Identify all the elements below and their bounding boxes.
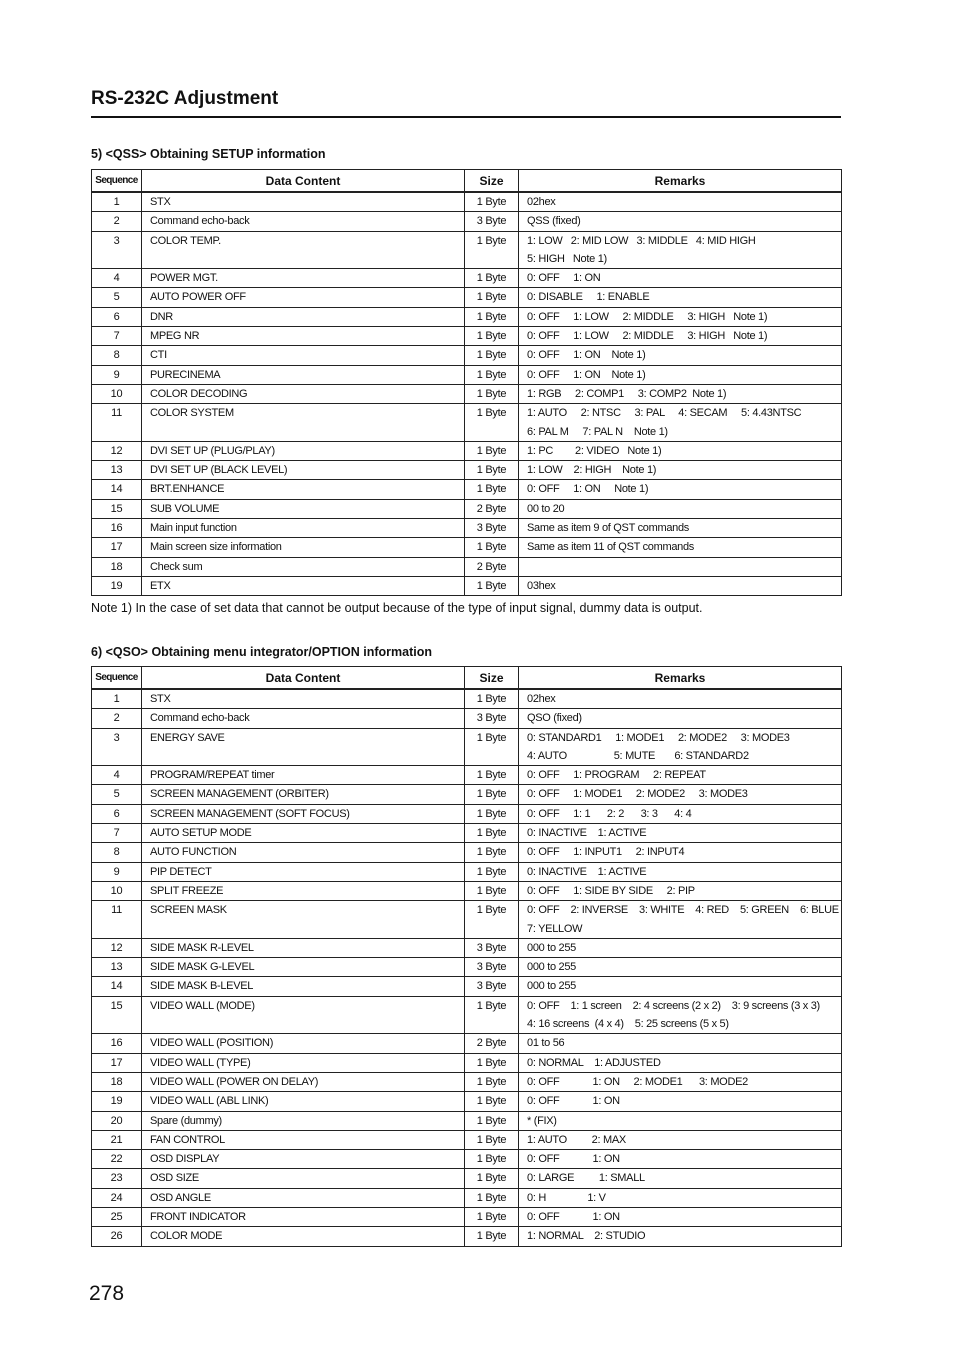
table-row: [92, 576, 842, 595]
sequence-cell: 23: [92, 1169, 142, 1188]
table-row: [92, 862, 842, 881]
size-cell: 1 Byte: [465, 1072, 519, 1091]
size-cell: 1 Byte: [465, 1188, 519, 1207]
sequence-cell: 4: [92, 269, 142, 288]
remarks-line: 0: OFF 1: ON: [527, 1211, 620, 1224]
table-row: [92, 346, 842, 365]
data-content-cell: FRONT INDICATOR: [142, 1208, 465, 1227]
size-cell: 1 Byte: [465, 862, 519, 881]
data-content-cell: PURECINEMA: [142, 365, 465, 384]
remarks-line: 4: AUTO 5: MUTE 6: STANDARD2: [527, 749, 749, 762]
sequence-cell: 7: [92, 824, 142, 843]
data-content-cell: COLOR MODE: [142, 1227, 465, 1246]
size-cell: 1 Byte: [465, 1208, 519, 1227]
data-content-cell: VIDEO WALL (MODE): [142, 996, 465, 1034]
table-row: [92, 384, 842, 403]
note-1: Note 1) In the case of set data that cannot be output because of the type of input signal, dummy data is output.: [91, 601, 703, 615]
table-row: [92, 843, 842, 862]
table-row: [92, 1092, 842, 1111]
table-row: [92, 1169, 842, 1188]
data-content-cell: COLOR SYSTEM: [142, 404, 465, 442]
data-content-cell: SIDE MASK B-LEVEL: [142, 977, 465, 996]
table-row: [92, 557, 842, 576]
sequence-cell: 14: [92, 977, 142, 996]
remarks-cell: [519, 327, 842, 346]
size-cell: 2 Byte: [465, 499, 519, 518]
remarks-line: 1: AUTO 2: NTSC 3: PAL 4: SECAM 5: 4.43NTSC: [527, 407, 802, 420]
size-cell: 3 Byte: [465, 977, 519, 996]
sequence-cell: 18: [92, 557, 142, 576]
table-row: [92, 192, 842, 212]
data-content-cell: DVI SET UP (PLUG/PLAY): [142, 441, 465, 460]
sequence-cell: 6: [92, 804, 142, 823]
sequence-cell: 2: [92, 212, 142, 231]
remarks-line: 0: OFF 1: ON Note 1): [527, 368, 646, 381]
remarks-cell: [519, 689, 842, 709]
sequence-cell: 1: [92, 689, 142, 709]
size-cell: 1 Byte: [465, 881, 519, 900]
remarks-cell: [519, 1169, 842, 1188]
data-content-cell: CTI: [142, 346, 465, 365]
remarks-line: 1: LOW 2: MID LOW 3: MIDDLE 4: MID HIGH: [527, 234, 756, 247]
col-size: Size: [465, 170, 519, 193]
remarks-line: 0: OFF 1: LOW 2: MIDDLE 3: HIGH Note 1): [527, 330, 768, 343]
sequence-cell: 15: [92, 996, 142, 1034]
remarks-cell: [519, 785, 842, 804]
sequence-cell: 22: [92, 1150, 142, 1169]
data-content-cell: AUTO FUNCTION: [142, 843, 465, 862]
size-cell: 1 Byte: [465, 461, 519, 480]
remarks-cell: [519, 824, 842, 843]
page-number: 278: [89, 1282, 125, 1305]
remarks-cell: [519, 461, 842, 480]
table-row: [92, 1150, 842, 1169]
qss-table: [91, 169, 842, 596]
size-cell: 1 Byte: [465, 404, 519, 442]
sequence-cell: 5: [92, 288, 142, 307]
table-row: [92, 938, 842, 957]
data-content-cell: OSD DISPLAY: [142, 1150, 465, 1169]
size-cell: 1 Byte: [465, 728, 519, 766]
remarks-cell: [519, 862, 842, 881]
remarks-line: 00 to 20: [527, 502, 565, 515]
table-row: [92, 1227, 842, 1246]
data-content-cell: AUTO SETUP MODE: [142, 824, 465, 843]
remarks-line: 0: OFF 2: INVERSE 3: WHITE 4: RED 5: GREEN 6: BLUE: [527, 904, 839, 917]
remarks-cell: [519, 766, 842, 785]
remarks-line: 1: AUTO 2: MAX: [527, 1133, 626, 1146]
sequence-cell: 15: [92, 499, 142, 518]
sequence-cell: 6: [92, 307, 142, 326]
table-row: [92, 804, 842, 823]
sequence-cell: 16: [92, 1034, 142, 1053]
data-content-cell: COLOR TEMP.: [142, 231, 465, 269]
data-content-cell: SUB VOLUME: [142, 499, 465, 518]
data-content-cell: ETX: [142, 576, 465, 595]
sequence-cell: 18: [92, 1072, 142, 1091]
size-cell: 2 Byte: [465, 557, 519, 576]
table-row: [92, 709, 842, 728]
col-sequence: Sequence: [92, 170, 142, 193]
remarks-cell: [519, 709, 842, 728]
remarks-line: 0: OFF 1: ON: [527, 1095, 620, 1108]
remarks-cell: [519, 728, 842, 766]
data-content-cell: DNR: [142, 307, 465, 326]
data-content-cell: COLOR DECODING: [142, 384, 465, 403]
remarks-cell: [519, 269, 842, 288]
remarks-cell: [519, 480, 842, 499]
remarks-cell: [519, 881, 842, 900]
remarks-line: 0: OFF 1: INPUT1 2: INPUT4: [527, 846, 685, 859]
table-row: [92, 307, 842, 326]
section6-heading: 6) <QSO> Obtaining menu integrator/OPTION information: [91, 645, 432, 659]
data-content-cell: STX: [142, 192, 465, 212]
size-cell: 1 Byte: [465, 231, 519, 269]
sequence-cell: 11: [92, 901, 142, 939]
sequence-cell: 13: [92, 958, 142, 977]
sequence-cell: 12: [92, 441, 142, 460]
size-cell: 1 Byte: [465, 996, 519, 1034]
sequence-cell: 8: [92, 346, 142, 365]
remarks-line: 0: OFF 1: SIDE BY SIDE 2: PIP: [527, 884, 695, 897]
remarks-cell: [519, 576, 842, 595]
sequence-cell: 17: [92, 1053, 142, 1072]
table-row: [92, 365, 842, 384]
sequence-cell: 13: [92, 461, 142, 480]
table-row: [92, 1130, 842, 1149]
size-cell: 1 Byte: [465, 346, 519, 365]
remarks-cell: [519, 958, 842, 977]
sequence-cell: 24: [92, 1188, 142, 1207]
size-cell: 1 Byte: [465, 441, 519, 460]
sequence-cell: 9: [92, 862, 142, 881]
remarks-line: 0: INACTIVE 1: ACTIVE: [527, 865, 647, 878]
sequence-cell: 10: [92, 384, 142, 403]
data-content-cell: SCREEN MASK: [142, 901, 465, 939]
size-cell: 1 Byte: [465, 384, 519, 403]
data-content-cell: SIDE MASK R-LEVEL: [142, 938, 465, 957]
col-sequence: Sequence: [92, 667, 142, 690]
table-row: [92, 881, 842, 900]
remarks-cell: [519, 1208, 842, 1227]
table-row: [92, 728, 842, 766]
remarks-line: Same as item 11 of QST commands: [527, 541, 694, 554]
qso-table: [91, 666, 842, 1247]
size-cell: 3 Byte: [465, 938, 519, 957]
size-cell: 1 Byte: [465, 1053, 519, 1072]
table-row: [92, 996, 842, 1034]
remarks-line: 0: OFF 1: ON: [527, 272, 601, 285]
remarks-line: 0: OFF 1: PROGRAM 2: REPEAT: [527, 769, 706, 782]
title-rule: [91, 116, 841, 118]
size-cell: 1 Byte: [465, 288, 519, 307]
data-content-cell: MPEG NR: [142, 327, 465, 346]
size-cell: 1 Byte: [465, 1169, 519, 1188]
table-row: [92, 461, 842, 480]
remarks-cell: [519, 1092, 842, 1111]
sequence-cell: 1: [92, 192, 142, 212]
table-row: [92, 404, 842, 442]
sequence-cell: 21: [92, 1130, 142, 1149]
data-content-cell: SPLIT FREEZE: [142, 881, 465, 900]
col-remarks: Remarks: [519, 667, 842, 690]
size-cell: 1 Byte: [465, 1111, 519, 1130]
data-content-cell: AUTO POWER OFF: [142, 288, 465, 307]
data-content-cell: VIDEO WALL (ABL LINK): [142, 1092, 465, 1111]
size-cell: 1 Byte: [465, 365, 519, 384]
remarks-line: 000 to 255: [527, 980, 576, 993]
size-cell: 3 Byte: [465, 519, 519, 538]
remarks-cell: [519, 804, 842, 823]
data-content-cell: VIDEO WALL (TYPE): [142, 1053, 465, 1072]
data-content-cell: SCREEN MANAGEMENT (SOFT FOCUS): [142, 804, 465, 823]
remarks-line: Same as item 9 of QST commands: [527, 522, 689, 535]
size-cell: 1 Byte: [465, 785, 519, 804]
data-content-cell: VIDEO WALL (POWER ON DELAY): [142, 1072, 465, 1091]
remarks-cell: [519, 1150, 842, 1169]
remarks-line: * (FIX): [527, 1114, 557, 1127]
remarks-cell: [519, 996, 842, 1034]
remarks-line: 0: OFF 1: ON Note 1): [527, 349, 646, 362]
size-cell: 1 Byte: [465, 804, 519, 823]
table-row: [92, 785, 842, 804]
data-content-cell: STX: [142, 689, 465, 709]
table-row: [92, 958, 842, 977]
remarks-cell: [519, 212, 842, 231]
size-cell: 1 Byte: [465, 1227, 519, 1246]
table-row: [92, 441, 842, 460]
remarks-line: QSS (fixed): [527, 215, 581, 228]
remarks-line: 7: YELLOW: [527, 922, 583, 935]
remarks-cell: [519, 346, 842, 365]
remarks-line: 0: OFF 1: 1 screen 2: 4 screens (2 x 2) 3: 9 screens (3 x 3): [527, 999, 820, 1012]
remarks-line: 02hex: [527, 693, 556, 705]
remarks-cell: [519, 441, 842, 460]
data-content-cell: Spare (dummy): [142, 1111, 465, 1130]
remarks-line: 03hex: [527, 579, 556, 592]
col-remarks: Remarks: [519, 170, 842, 193]
sequence-cell: 19: [92, 576, 142, 595]
section5-heading: 5) <QSS> Obtaining SETUP information: [91, 147, 326, 161]
data-content-cell: PIP DETECT: [142, 862, 465, 881]
remarks-line: 0: NORMAL 1: ADJUSTED: [527, 1056, 661, 1069]
remarks-cell: [519, 557, 842, 576]
table-row: [92, 901, 842, 939]
size-cell: 1 Byte: [465, 1150, 519, 1169]
table-row: [92, 1111, 842, 1130]
size-cell: 1 Byte: [465, 192, 519, 212]
remarks-line: 0: OFF 1: 1 2: 2 3: 3 4: 4: [527, 807, 692, 820]
sequence-cell: 3: [92, 231, 142, 269]
remarks-line: 0: OFF 1: ON: [527, 1153, 620, 1166]
remarks-cell: [519, 499, 842, 518]
data-content-cell: Main input function: [142, 519, 465, 538]
remarks-line: 0: INACTIVE 1: ACTIVE: [527, 827, 647, 840]
sequence-cell: 26: [92, 1227, 142, 1246]
page-title: RS-232C Adjustment: [91, 88, 279, 109]
remarks-cell: [519, 1034, 842, 1053]
size-cell: 1 Byte: [465, 480, 519, 499]
data-content-cell: Check sum: [142, 557, 465, 576]
remarks-cell: [519, 538, 842, 557]
remarks-line: 0: OFF 1: LOW 2: MIDDLE 3: HIGH Note 1): [527, 310, 768, 323]
data-content-cell: OSD ANGLE: [142, 1188, 465, 1207]
table-row: [92, 231, 842, 269]
remarks-cell: [519, 1111, 842, 1130]
table-row: [92, 1072, 842, 1091]
table-row: [92, 288, 842, 307]
table-row: [92, 212, 842, 231]
remarks-line: 000 to 255: [527, 961, 576, 974]
data-content-cell: VIDEO WALL (POSITION): [142, 1034, 465, 1053]
remarks-line: 01 to 56: [527, 1037, 565, 1050]
table-row: [92, 1208, 842, 1227]
size-cell: 1 Byte: [465, 1092, 519, 1111]
remarks-cell: [519, 384, 842, 403]
remarks-line: 4: 16 screens (4 x 4) 5: 25 screens (5 x 5): [527, 1018, 729, 1031]
remarks-cell: [519, 519, 842, 538]
remarks-line: 02hex: [527, 196, 556, 208]
data-content-cell: OSD SIZE: [142, 1169, 465, 1188]
data-content-cell: SIDE MASK G-LEVEL: [142, 958, 465, 977]
size-cell: 1 Byte: [465, 843, 519, 862]
remarks-line: QSO (fixed): [527, 712, 582, 725]
size-cell: 1 Byte: [465, 327, 519, 346]
data-content-cell: DVI SET UP (BLACK LEVEL): [142, 461, 465, 480]
remarks-cell: [519, 843, 842, 862]
size-cell: 1 Byte: [465, 269, 519, 288]
data-content-cell: Main screen size information: [142, 538, 465, 557]
table-row: [92, 824, 842, 843]
table-row: [92, 977, 842, 996]
sequence-cell: 20: [92, 1111, 142, 1130]
data-content-cell: Command echo-back: [142, 709, 465, 728]
remarks-line: 1: PC 2: VIDEO Note 1): [527, 444, 662, 457]
col-data-content: Data Content: [142, 170, 465, 193]
table-row: [92, 766, 842, 785]
remarks-cell: [519, 1130, 842, 1149]
col-size: Size: [465, 667, 519, 690]
table-row: [92, 269, 842, 288]
table-row: [92, 1188, 842, 1207]
table-row: [92, 1034, 842, 1053]
sequence-cell: 17: [92, 538, 142, 557]
remarks-line: 000 to 255: [527, 941, 576, 954]
remarks-cell: [519, 1072, 842, 1091]
size-cell: 3 Byte: [465, 958, 519, 977]
remarks-line: 1: LOW 2: HIGH Note 1): [527, 464, 657, 477]
sequence-cell: 12: [92, 938, 142, 957]
table-row: [92, 499, 842, 518]
table-row: [92, 1053, 842, 1072]
remarks-cell: [519, 404, 842, 442]
remarks-line: 5: HIGH Note 1): [527, 252, 607, 265]
remarks-cell: [519, 977, 842, 996]
data-content-cell: BRT.ENHANCE: [142, 480, 465, 499]
remarks-line: 0: OFF 1: MODE1 2: MODE2 3: MODE3: [527, 788, 748, 801]
sequence-cell: 16: [92, 519, 142, 538]
data-content-cell: PROGRAM/REPEAT timer: [142, 766, 465, 785]
sequence-cell: 5: [92, 785, 142, 804]
remarks-cell: [519, 231, 842, 269]
remarks-line: 0: DISABLE 1: ENABLE: [527, 291, 650, 304]
data-content-cell: FAN CONTROL: [142, 1130, 465, 1149]
table-row: [92, 480, 842, 499]
remarks-cell: [519, 288, 842, 307]
sequence-cell: 3: [92, 728, 142, 766]
table-row: [92, 327, 842, 346]
remarks-line: 0: STANDARD1 1: MODE1 2: MODE2 3: MODE3: [527, 731, 790, 744]
table-row: [92, 538, 842, 557]
sequence-cell: 14: [92, 480, 142, 499]
sequence-cell: 4: [92, 766, 142, 785]
remarks-line: 0: OFF 1: ON 2: MODE1 3: MODE2: [527, 1075, 748, 1088]
remarks-line: 6: PAL M 7: PAL N Note 1): [527, 425, 668, 438]
data-content-cell: POWER MGT.: [142, 269, 465, 288]
remarks-line: 0: LARGE 1: SMALL: [527, 1172, 645, 1185]
sequence-cell: 8: [92, 843, 142, 862]
table-row: [92, 689, 842, 709]
table-row: [92, 519, 842, 538]
sequence-cell: 2: [92, 709, 142, 728]
remarks-line: 1: RGB 2: COMP1 3: COMP2 Note 1): [527, 387, 727, 400]
data-content-cell: ENERGY SAVE: [142, 728, 465, 766]
sequence-cell: 7: [92, 327, 142, 346]
sequence-cell: 25: [92, 1208, 142, 1227]
remarks-line: 0: H 1: V: [527, 1191, 606, 1204]
remarks-line: 0: OFF 1: ON Note 1): [527, 483, 649, 496]
size-cell: 1 Byte: [465, 307, 519, 326]
remarks-cell: [519, 938, 842, 957]
size-cell: 2 Byte: [465, 1034, 519, 1053]
sequence-cell: 10: [92, 881, 142, 900]
remarks-cell: [519, 1188, 842, 1207]
data-content-cell: Command echo-back: [142, 212, 465, 231]
remarks-cell: [519, 1227, 842, 1246]
size-cell: 1 Byte: [465, 689, 519, 709]
sequence-cell: 19: [92, 1092, 142, 1111]
size-cell: 1 Byte: [465, 824, 519, 843]
data-content-cell: SCREEN MANAGEMENT (ORBITER): [142, 785, 465, 804]
size-cell: 1 Byte: [465, 1130, 519, 1149]
sequence-cell: 9: [92, 365, 142, 384]
remarks-cell: [519, 365, 842, 384]
remarks-cell: [519, 1053, 842, 1072]
remarks-line: 1: NORMAL 2: STUDIO: [527, 1230, 646, 1243]
size-cell: 1 Byte: [465, 576, 519, 595]
size-cell: 1 Byte: [465, 901, 519, 939]
size-cell: 3 Byte: [465, 709, 519, 728]
sequence-cell: 11: [92, 404, 142, 442]
remarks-cell: [519, 901, 842, 939]
size-cell: 3 Byte: [465, 212, 519, 231]
col-data-content: Data Content: [142, 667, 465, 690]
size-cell: 1 Byte: [465, 766, 519, 785]
remarks-cell: [519, 192, 842, 212]
size-cell: 1 Byte: [465, 538, 519, 557]
remarks-cell: [519, 307, 842, 326]
